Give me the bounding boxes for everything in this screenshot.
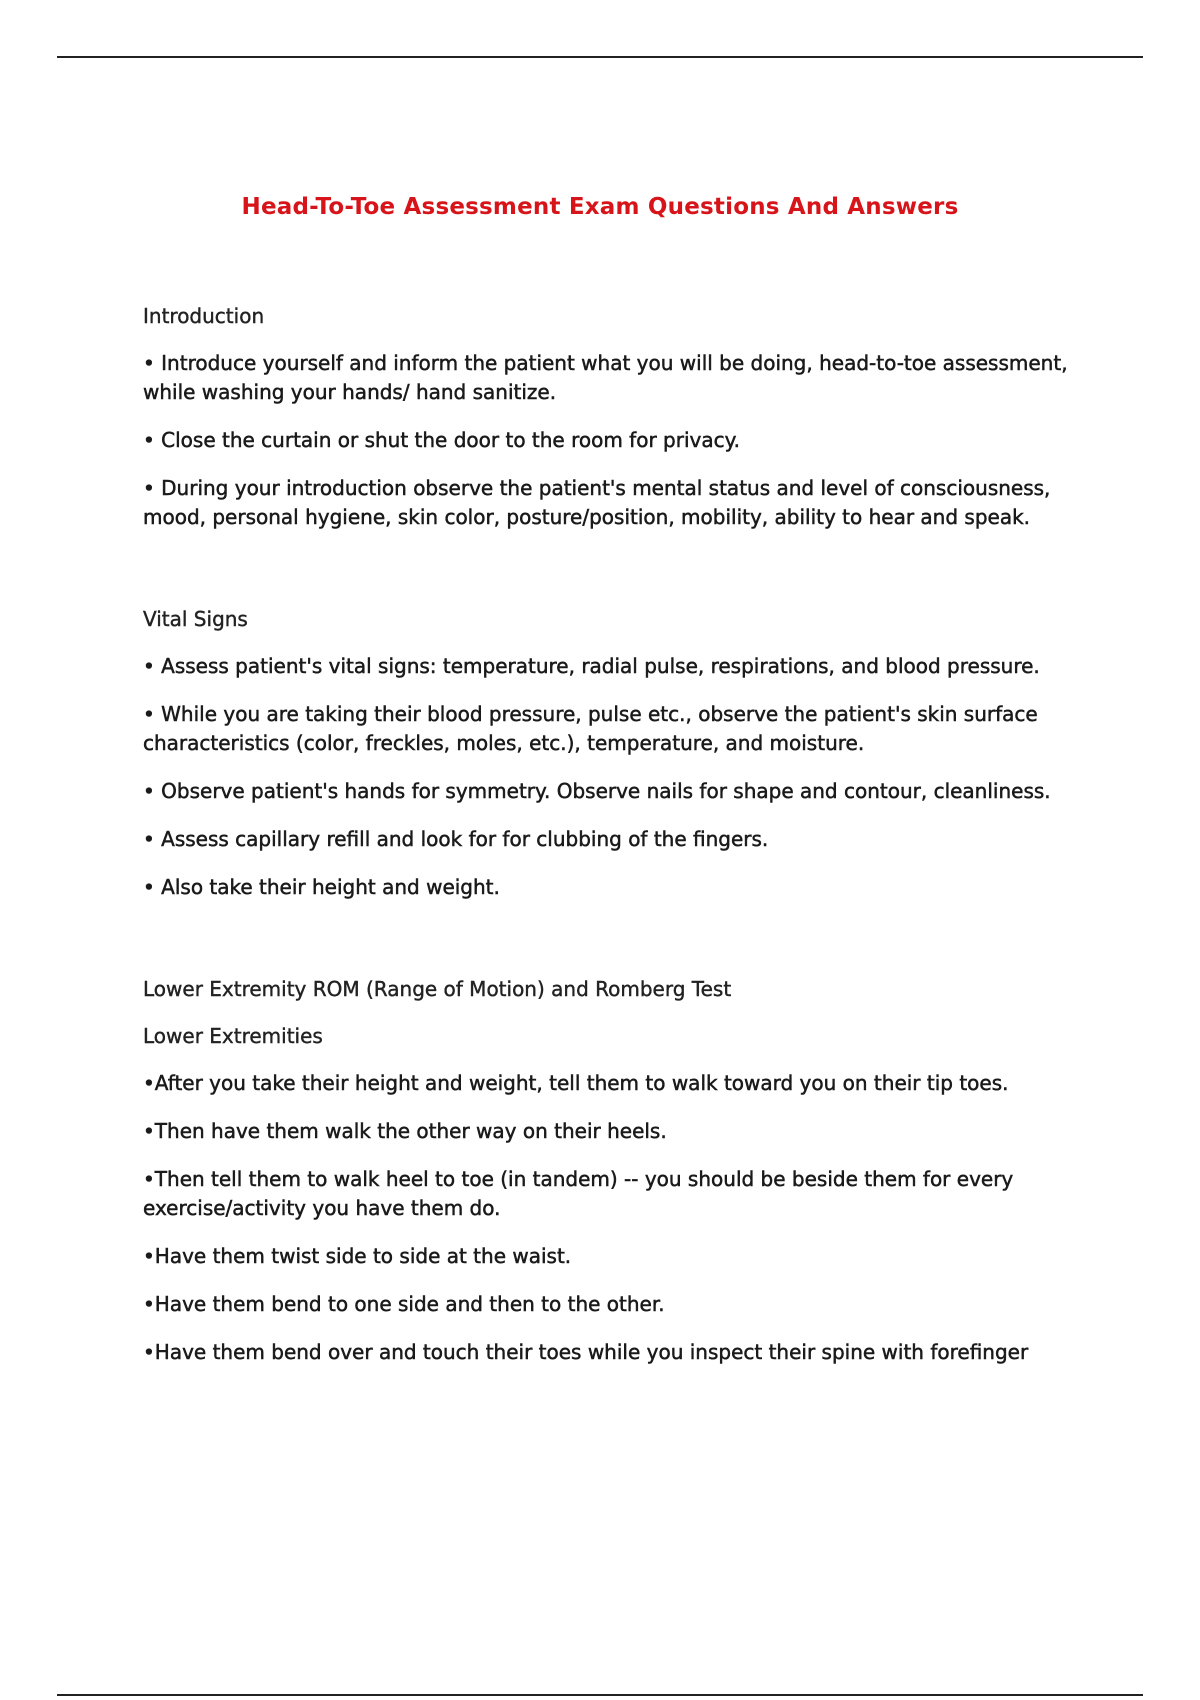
paragraph: •Then tell them to walk heel to toe (in tandem) -- you should be beside them for every exercise/activity you have them do.: [143, 1167, 1014, 1220]
paragraph: • While you are taking their blood pressure, pulse etc., observe the patient's skin surface characteristics (color, freckles, moles, etc.), temperature, and moisture.: [143, 702, 1038, 755]
bottom-rule: [57, 1694, 1143, 1696]
paragraph: •Have them twist side to side at the waist.: [143, 1244, 572, 1268]
section-heading-lower-extremity-rom: Lower Extremity ROM (Range of Motion) and Romberg Test: [143, 977, 732, 1001]
paragraph: •Then have them walk the other way on their heels.: [143, 1119, 667, 1143]
subheading-lower-extremities: Lower Extremities: [143, 1024, 323, 1048]
paragraph: • Close the curtain or shut the door to the room for privacy.: [143, 428, 740, 452]
top-rule: [57, 56, 1143, 58]
paragraph: •Have them bend over and touch their toes while you inspect their spine with forefinger: [143, 1340, 1029, 1364]
paragraph: • Assess patient's vital signs: temperature, radial pulse, respirations, and blood pressure.: [143, 654, 1040, 678]
paragraph: • Assess capillary refill and look for for clubbing of the fingers.: [143, 827, 769, 851]
paragraph: • During your introduction observe the patient's mental status and level of consciousness, mood, personal hygiene, skin color, posture/position, mobility, ability to hear and speak.: [143, 476, 1051, 529]
document-title: Head-To-Toe Assessment Exam Questions And Answers: [241, 194, 959, 220]
paragraph: • Observe patient's hands for symmetry. Observe nails for shape and contour, cleanliness.: [143, 779, 1051, 803]
document-body: [143, 302, 1088, 1367]
paragraph: • Introduce yourself and inform the patient what you will be doing, head-to-toe assessment, while washing your hands/ hand sanitize.: [143, 351, 1068, 404]
paragraph: •After you take their height and weight, tell them to walk toward you on their tip toes.: [143, 1071, 1009, 1095]
section-heading-vital-signs: Vital Signs: [143, 607, 248, 631]
paragraph: •Have them bend to one side and then to the other.: [143, 1292, 665, 1316]
paragraph: • Also take their height and weight.: [143, 875, 500, 899]
section-heading-introduction: Introduction: [143, 304, 265, 328]
